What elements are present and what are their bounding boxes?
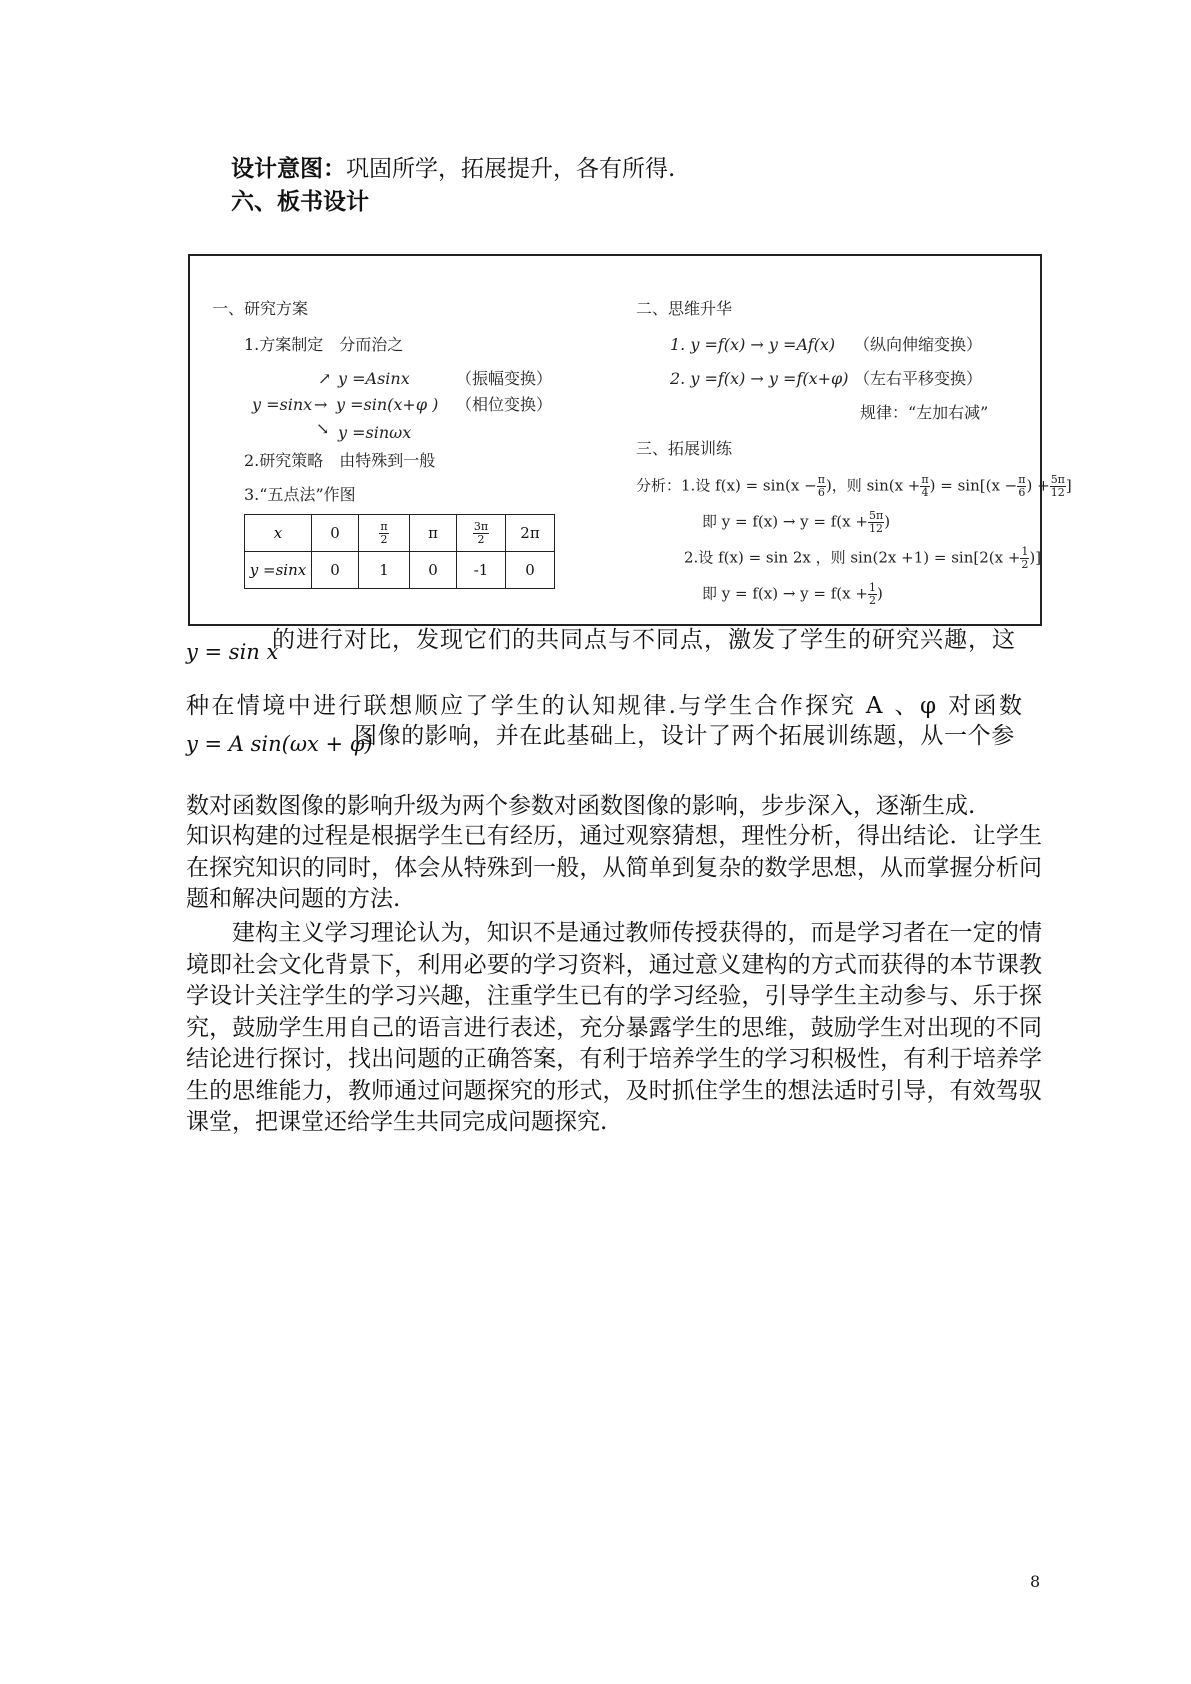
blackboard-design-figure — [188, 254, 1072, 626]
board-analysis-2: 2.设 f(x) = sin 2x ，则 sin(2x +1) = sin[2(x + $\frac{1}{2}$ )] — [684, 545, 1042, 571]
board-s1-fivepoint: 3.“五点法”作图 — [244, 485, 356, 504]
table-cell: $\frac{3\pi}{2}$ — [457, 515, 506, 552]
five-point-table — [244, 514, 555, 589]
table-cell: 0 — [312, 552, 359, 589]
para-constructivism: 建构主义学习理论认为，知识不是通过教师传授获得的，而是学习者在一定的情境即社会文化背景下，利用必要的学习资料，通过意义建构的方式而获得的本节课教学设计关注学生的学习兴趣，注重学生已有的学习经验，引导学生主动参与、乐于探究，鼓励学生用自己的语言进行表述，充分暴露学生的思维，鼓励学生对出现的不同结论进行探讨，找出问题的正确答案，有利于培养学生的学习积极性，有利于培养学生的思维能力，教师通过问题探究的形式，及时抓住学生的想法适时引导，有效驾驭课堂，把课堂还给学生共同完成问题探究. — [186, 920, 1042, 1135]
table-cell: 0 — [410, 552, 457, 589]
table-cell: 2π — [506, 515, 555, 552]
board-sin-phase: y =sin(x+φ ) — [336, 395, 439, 414]
table-row — [245, 515, 555, 552]
table-cell: 0 — [506, 552, 555, 589]
board-conclusion-1: 即 y = f(x) → y = f(x + $\frac{5\pi}{12}$ ) — [702, 509, 891, 535]
board-s2-note1: （纵向伸缩变换） — [854, 335, 983, 354]
board-analysis-1: 分析：1.设 f(x) = sin(x − $\frac{\pi}{6}$ )，则 sin(x + $\frac{\pi}{4}$ ) = sin[(x − $\frac{\pi}{6}$ ) + $\frac{5\pi}{12}$ ] — [636, 473, 1072, 499]
table-cell: 1 — [359, 552, 410, 589]
board-s1-plan: 1.方案制定 分而治之 — [244, 335, 404, 354]
board-sin-omega: y =sinωx — [338, 423, 412, 442]
board-s3-title: 三、拓展训练 — [636, 439, 733, 458]
design-intent — [231, 153, 675, 185]
design-intent-text: 巩固所学，拓展提升，各有所得. — [346, 156, 676, 182]
table-cell: x — [245, 515, 312, 552]
design-intent-label: 设计意图： — [231, 156, 346, 182]
arrow-right-icon: → — [314, 395, 328, 414]
board-rule: 规律：“左加右减” — [860, 403, 989, 422]
board-asinx: y =Asinx — [338, 369, 410, 388]
formula-asin: y = A sin(ωx + φ) — [186, 732, 373, 756]
board-amplitude-note: （振幅变换） — [456, 369, 553, 388]
para1-line1: 的进行对比，发现它们的共同点与不同点，激发了学生的研究兴趣，这 — [272, 627, 1016, 653]
para1-line4: 数对函数图像的影响升级为两个参数对函数图像的影响，步步深入，逐渐生成. — [186, 793, 976, 819]
table-row — [245, 552, 555, 589]
board-phase-note: （相位变换） — [456, 395, 553, 414]
board-s1-title: 一、研究方案 — [212, 299, 309, 318]
board-s2-line1: 1. y =f(x) → y =Af(x) — [670, 335, 836, 354]
para1-line3: 图像的影响，并在此基础上，设计了两个拓展训练题，从一个参 — [354, 723, 1015, 749]
board-s2-note2: （左右平移变换） — [854, 369, 983, 388]
arrow-se-icon: ↘ — [316, 419, 330, 438]
board-s2-title: 二、思维升华 — [636, 299, 733, 318]
arrow-ne-icon: ↗ — [318, 369, 332, 388]
table-cell: -1 — [457, 552, 506, 589]
board-conclusion-2: 即 y = f(x) → y = f(x + $\frac{1}{2}$ ) — [702, 581, 883, 607]
table-cell: y =sinx — [245, 552, 312, 589]
para-knowledge: 知识构建的过程是根据学生已有经历，通过观察猜想，理性分析，得出结论．让学生在探究知识的同时，体会从特殊到一般，从简单到复杂的数学思想，从而掌握分析问题和解决问题的方法. — [186, 823, 1042, 912]
table-cell: 0 — [312, 515, 359, 552]
table-cell: $\frac{\pi}{2}$ — [359, 515, 410, 552]
section-title: 六、板书设计 — [231, 189, 369, 215]
table-cell: π — [410, 515, 457, 552]
page-number: 8 — [1030, 1572, 1041, 1591]
board-sinx: y =sinx — [252, 395, 313, 414]
board-s1-strategy: 2.研究策略 由特殊到一般 — [244, 451, 436, 470]
para1-line2: 种在情境中进行联想顺应了学生的认知规律.与学生合作探究 A 、φ 对函数 — [186, 693, 1025, 719]
board-s2-line2: 2. y =f(x) → y =f(x+φ) — [670, 369, 849, 388]
formula-sinx: y = sin x — [186, 640, 279, 664]
